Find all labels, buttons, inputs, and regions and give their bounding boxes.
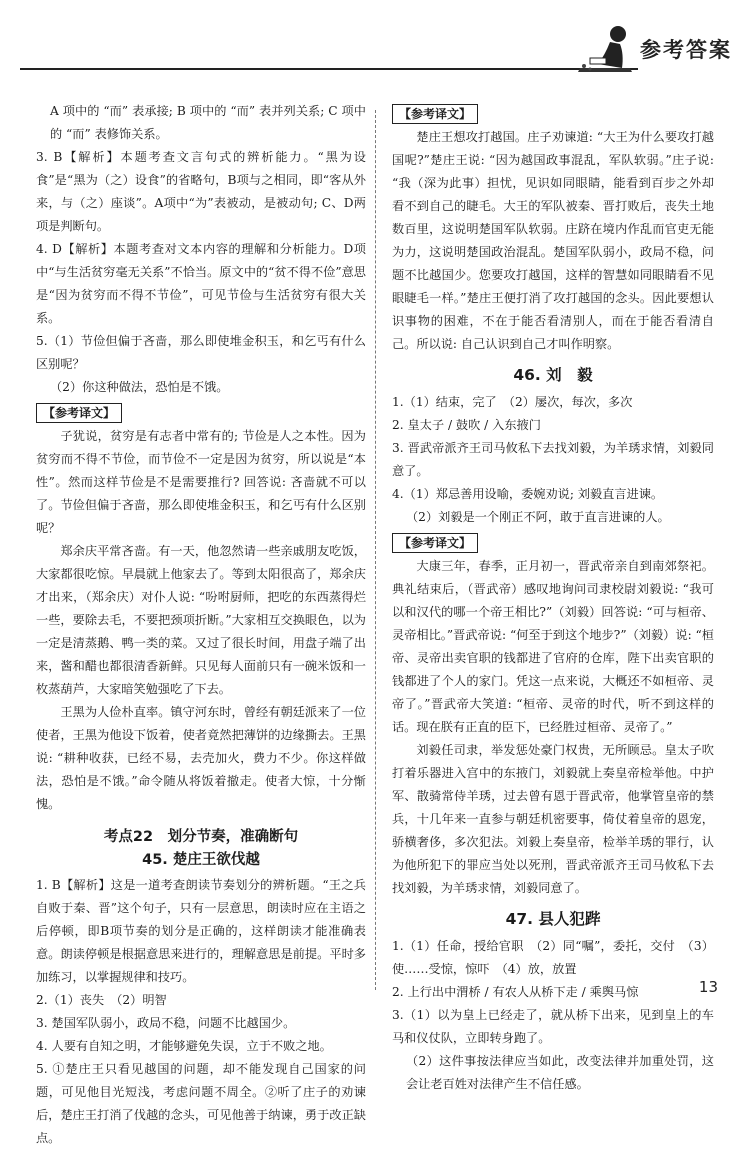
reference-translation-tag: 【参考译文】	[392, 533, 478, 553]
translation-paragraph: 王黑为人俭朴直率。镇守河东时，曾经有朝廷派来了一位使者，王黑为他设下饭着，使者竟然把薄饼的边缘撕去。王黑说: “耕种收获，已经不易，去壳加火，费力不少。你这样做法，恐怕是不饿。”命令随从将饭着撤走。使者大惊，十分惭愧。	[36, 705, 366, 811]
answer-item: 4. 人要有自知之明，才能够避免失误，立于不败之地。	[36, 1039, 332, 1053]
translation-paragraph: 子犹说，贫穷是有志者中常有的; 节俭是人之本性。因为贫穷而不得不节俭，而节俭不一定是因为贫穷，所以说是“本性”。然而这样节俭是不是需要推行? 回答说: 吝啬就不可以了。节俭但偏于吝啬，那么即使堆金积玉，和乞丐有什么区别呢？	[36, 429, 366, 535]
reading-girl-logo	[560, 20, 640, 80]
translation-paragraph: 郑余庆平常吝啬。有一天，他忽然请一些亲戚朋友吃饭，大家都很吃惊。早晨就上他家去了。等到太阳很高了，郑余庆才出来，（郑余庆）对仆人说: “吩咐厨师，把吃的东西蒸得烂一些，要除去毛，不要把颈项折断。”大家相互交换眼色，以为一定是清蒸鹅、鸭一类的菜。又过了很长时间，用盘子端了出来，酱和醋也都很清香新鲜。只见每人面前只有一碗米饭和一枚蒸葫芦，大家暗笑勉强吃了下去。	[36, 544, 366, 696]
page-header-title: 参考答案	[640, 38, 732, 62]
left-column	[36, 100, 366, 1150]
section-title: 46. 刘 毅	[513, 366, 593, 384]
reference-translation-tag: 【参考译文】	[36, 403, 122, 423]
translation-paragraph: 刘毅任司隶，举发惩处豪门权贵，无所顾忌。皇太子吹打着乐器进入宫中的东掖门，刘毅就上奏皇帝检举他。中护军、散骑常侍羊琇，过去曾有恩于晋武帝，他掌管皇帝的禁兵，十几年来一直参与朝廷机密要事，倚仗着皇帝的恩宠，骄横奢侈，多次犯法。刘毅上奏皇帝，检举羊琇的罪行，认为他所犯下的罪应当处以死刑，晋武帝派齐王司马攸私下去找刘毅，为羊琇求情，刘毅同意了。	[392, 743, 714, 895]
topic-heading: 考点22 划分节奏，准确断句	[103, 829, 299, 845]
column-divider	[375, 110, 376, 990]
answer-item: 2.（1）丧失 （2）明智	[36, 993, 167, 1007]
answer-item: 1.（1）结束，完了 （2）屡次，每次，多次	[392, 395, 633, 409]
section-title: 45. 楚庄王欲伐越	[142, 852, 260, 868]
answer-item: 4. D【解析】本题考查对文本内容的理解和分析能力。D项中“与生活贫穷毫无关系”不恰当。原文中的“贫不得不俭”意思是“因为贫穷而不得不节俭”，可见节俭与生活贫穷有很大关系。	[36, 242, 366, 325]
answer-item: 1. B【解析】这是一道考查朗读节奏划分的辨析题。“王之兵自败于秦、晋”这个句子，只有一层意思，朗读时应在主语之后停顿，即B项节奏的划分是正确的，这样朗读才能准确表意。朗读停顿是根据意思来进行的，理解意思是前提。平时多加练习，以掌握规律和技巧。	[36, 878, 366, 984]
answer-item: 5.（1）节俭但偏于吝啬，那么即使堆金积玉，和乞丐有什么区别呢？	[36, 334, 366, 371]
reference-translation-tag: 【参考译文】	[392, 104, 478, 124]
answer-item: （2）你这种做法，恐怕是不饿。	[50, 380, 229, 394]
answer-item: 4.（1）郑忌善用设喻，委婉劝说; 刘毅直言进谏。	[392, 487, 664, 501]
answer-item: A 项中的 “而” 表承接; B 项中的 “而” 表并列关系; C 项中的 “而” 表修饰关系。	[50, 104, 366, 141]
answer-item: 3.（1）以为皇上已经走了，就从桥下出来，见到皇上的车马和仪仗队，立即转身跑了。	[392, 1008, 714, 1045]
header-rule	[20, 68, 638, 70]
answer-item: 5. ①楚庄王只看见越国的问题，却不能发现自己国家的问题，可见他目光短浅，考虑问题不周全。②听了庄子的劝谏后，楚庄王打消了伐越的念头，可见他善于纳谏，勇于改正缺点。	[36, 1062, 366, 1145]
answer-item: 2. 上行出中渭桥 / 有农人从桥下走 / 乘舆马惊	[392, 985, 639, 999]
answer-item: 3. 晋武帝派齐王司马攸私下去找刘毅，为羊琇求情，刘毅同意了。	[392, 441, 714, 478]
answer-item: 3. B【解析】本题考查文言句式的辨析能力。“黑为设食”是“黑为（之）设食”的省略句，B项与之相同，即“客从外来，与（之）座谈”。A项中“为”表被动，是被动句; C、D两项是判断句。	[36, 150, 366, 233]
page-number: 13	[698, 978, 718, 996]
answer-item: 3. 楚国军队弱小，政局不稳，问题不比越国少。	[36, 1016, 296, 1030]
answer-item: 1.（1）任命，授给官职 （2）同“嘱”，委托，交付 （3）使……受惊，惊吓 （4）放，放置	[392, 939, 714, 976]
answer-item: （2）这件事按法律应当如此，改变法律并加重处罚，这会让老百姓对法律产生不信任感。	[406, 1054, 714, 1091]
right-column	[392, 100, 714, 1096]
answer-item: 2. 皇太子 / 鼓吹 / 入东掖门	[392, 418, 541, 432]
answer-item: （2）刘毅是一个刚正不阿，敢于直言进谏的人。	[406, 510, 670, 524]
translation-paragraph: 大康三年，春季，正月初一，晋武帝亲自到南郊祭祀。典礼结束后，（晋武帝）感叹地询问司隶校尉刘毅说: “我可以和汉代的哪一个帝王相比?”（刘毅）回答说: “可与桓帝、灵帝相比。”晋武帝说: “何至于到这个地步?”（刘毅）说: “桓帝、灵帝出卖官职的钱都进了官府的仓库，陛下出卖官职的钱都进了个人的家门。凭这一点来说，大概还不如桓帝、灵帝了。”晋武帝大笑道: “桓帝、灵帝的时代，听不到这样的话。现在朕有正直的臣下，已经胜过桓帝、灵帝了。”	[392, 559, 714, 734]
section-title: 47. 县人犯跸	[505, 910, 601, 928]
translation-paragraph: 楚庄王想攻打越国。庄子劝谏道: “大王为什么要攻打越国呢?”楚庄王说: “因为越国政事混乱，军队软弱。”庄子说: “我（深为此事）担忧，见识如同眼睛，能看到百步之外却看不到自己的睫毛。大王的军队被秦、晋打败后，丧失土地数百里，这说明楚国军队软弱。庄跻在境内作乱而官吏无能为力，这说明楚国政治混乱。楚国军队弱小，政局不稳，问题不比越国少。您要攻打越国，这样的智慧如同眼睛看不见眼睫毛一样。”楚庄王便打消了攻打越国的念头。因此要想认识事物的困难，不在于能否看清别人，而在于能否看清自己。所以说: 自己认识到自己才叫作明察。	[392, 130, 714, 351]
